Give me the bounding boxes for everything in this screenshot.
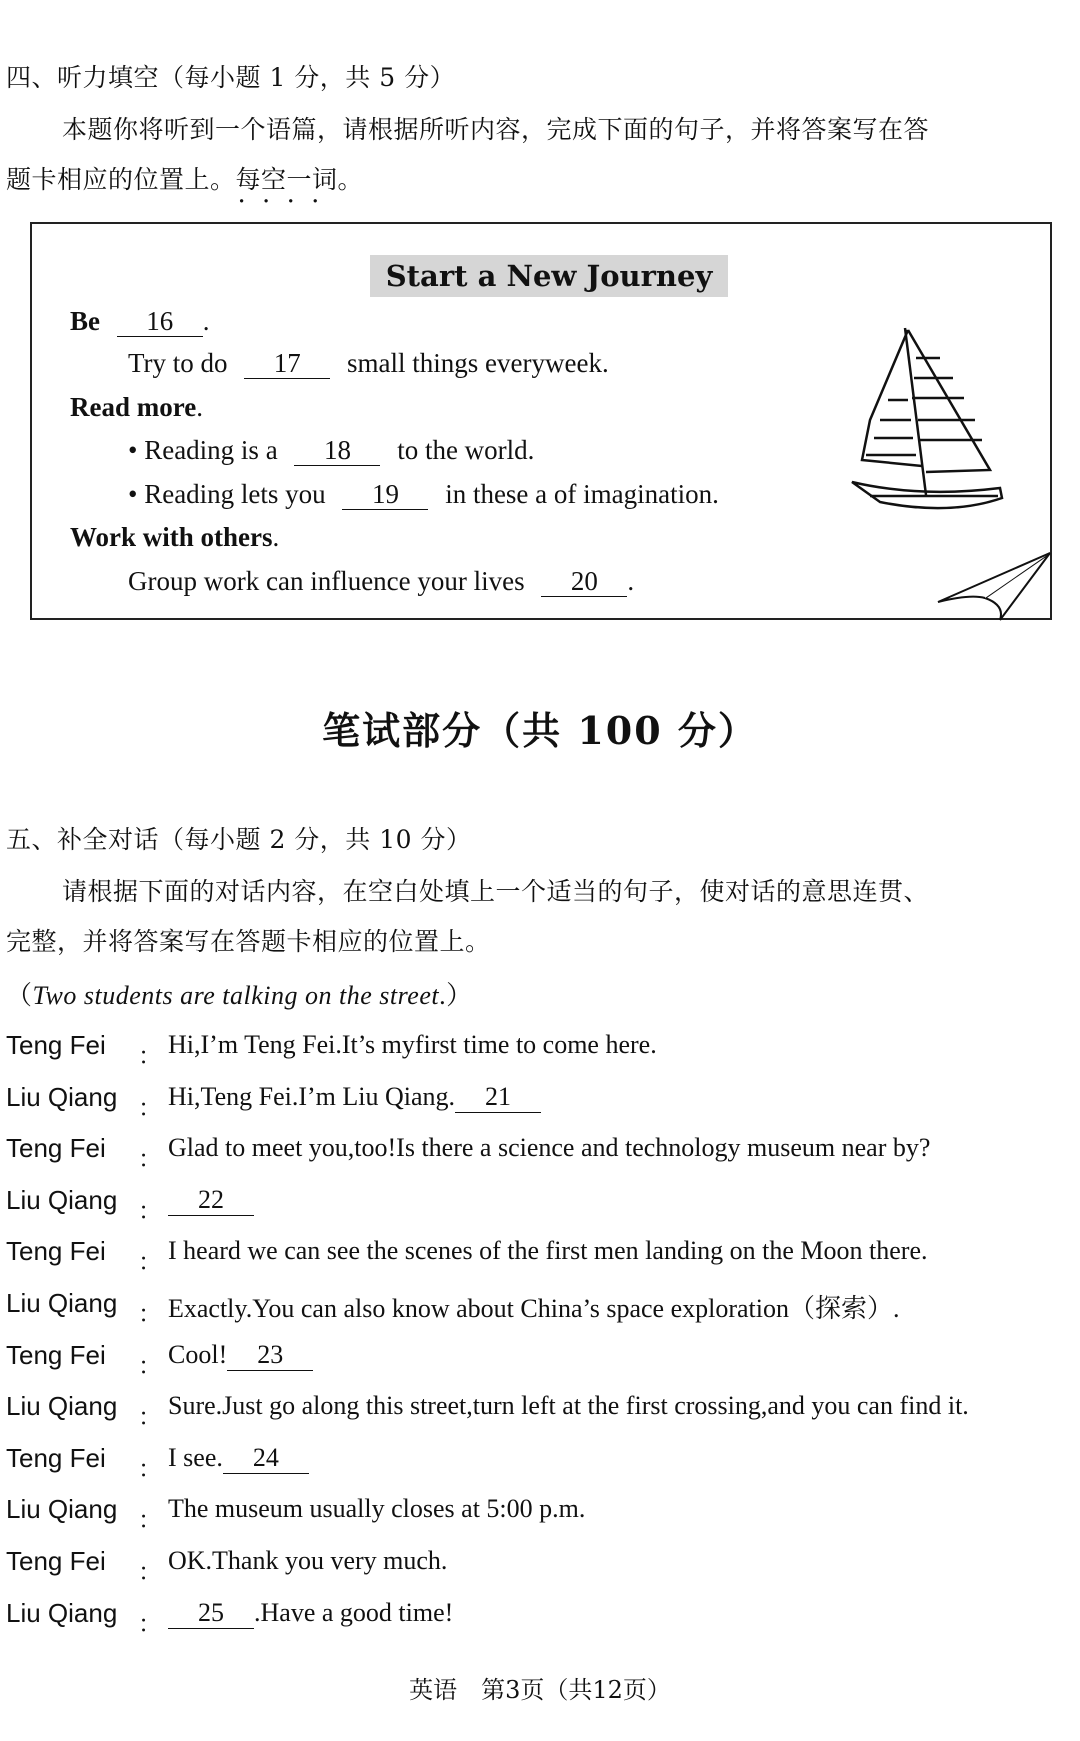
speaker-colon: ：	[138, 1094, 162, 1122]
section4-heading: 四、听力填空（每小题 1 分，共 5 分）	[6, 63, 456, 92]
speaker-name: Teng Fei	[6, 1443, 106, 1473]
instruction-text: 题卡相应的位置上。	[6, 165, 236, 194]
section4-instructions-line2	[6, 160, 363, 196]
answer-blank: 23	[227, 1340, 313, 1371]
answer-blank: 25	[168, 1598, 254, 1629]
blank-17: 17	[244, 348, 330, 379]
speaker-name: Teng Fei	[6, 1030, 106, 1060]
speaker-name: Teng Fei	[6, 1236, 106, 1266]
group-text-a: Group work can influence your lives	[128, 566, 525, 596]
utterance-text: Glad to meet you,too!Is there a science and technology museum near by?	[168, 1133, 931, 1162]
speaker-colon: ：	[138, 1248, 162, 1276]
speaker-name: Teng Fei	[6, 1546, 106, 1576]
box-title: Start a New Journey	[370, 255, 728, 297]
sailboat-icon	[850, 320, 1010, 520]
speaker-name: Teng Fei	[6, 1340, 106, 1370]
group-period: .	[627, 566, 635, 596]
utterance-text: Hi,Teng Fei.I’m Liu Qiang.	[168, 1082, 456, 1111]
utterance-text: The museum usually closes at 5:00 p.m.	[168, 1494, 586, 1523]
speaker-colon: ：	[138, 1300, 162, 1328]
section5-instructions-line1: 请根据下面的对话内容，在空白处填上一个适当的句子，使对话的意思连贯、	[62, 877, 930, 906]
speaker-colon: ：	[138, 1558, 162, 1586]
bullet2-text-a: • Reading lets you	[128, 479, 326, 509]
box-group-line	[128, 566, 634, 597]
utterance-text-after: .Have a good time!	[254, 1598, 454, 1627]
answer-blank: 24	[223, 1443, 309, 1474]
speaker-colon: ：	[138, 1042, 162, 1070]
bullet1-text-a: • Reading is a	[128, 435, 278, 465]
utterance	[168, 1598, 453, 1629]
speaker-colon: ：	[138, 1403, 162, 1431]
utterance	[168, 1185, 254, 1216]
box-bullet2	[128, 479, 719, 510]
work-label: Work with others	[70, 522, 273, 552]
section4-instructions-line1: 本题你将听到一个语篇，请根据所听内容，完成下面的句子，并将答案写在答	[62, 115, 930, 144]
read-more-label: Read more	[70, 392, 197, 422]
scene-note	[6, 975, 473, 1012]
speaker-name: Liu Qiang	[6, 1391, 118, 1421]
box-try-line	[128, 348, 609, 379]
read-more-period: .	[196, 392, 203, 422]
utterance	[168, 1340, 313, 1371]
page-footer: 英语 第3页（共12页）	[409, 1676, 671, 1704]
work-period: .	[272, 522, 280, 552]
be-period: .	[202, 306, 210, 336]
utterance-text: I see.	[168, 1443, 223, 1472]
speaker-name: Teng Fei	[6, 1133, 106, 1163]
utterance-text: Hi,I’m Teng Fei.It’s myfirst time to come here.	[168, 1030, 657, 1059]
answer-blank: 21	[455, 1082, 541, 1113]
blank-18: 18	[294, 435, 380, 466]
speaker-name: Liu Qiang	[6, 1082, 118, 1112]
page-curl-icon	[930, 550, 1055, 625]
scene-open: （	[6, 981, 33, 1010]
try-text-a: Try to do	[128, 348, 228, 378]
emphasized-text: 每空一词 · · · ·	[236, 165, 338, 194]
blank-16: 16	[117, 306, 203, 337]
utterance	[168, 1288, 900, 1325]
scene-text: Two students are talking on the street	[32, 981, 440, 1010]
speaker-name: Liu Qiang	[6, 1598, 118, 1628]
instruction-period: 。	[337, 165, 364, 194]
utterance	[168, 1030, 657, 1060]
speaker-colon: ：	[138, 1145, 162, 1173]
speaker-colon: ：	[138, 1506, 162, 1534]
written-part-title: 笔试部分（共 100 分）	[322, 708, 758, 753]
speaker-name: Liu Qiang	[6, 1494, 118, 1524]
utterance	[168, 1082, 541, 1113]
scene-close: .）	[439, 981, 473, 1010]
answer-blank: 22	[168, 1185, 254, 1216]
speaker-colon: ：	[138, 1455, 162, 1483]
blank-20: 20	[541, 566, 627, 597]
utterance-text: OK.Thank you very much.	[168, 1546, 448, 1575]
utterance	[168, 1133, 930, 1163]
utterance-text: Exactly.You can also know about China’s space exploration（探索）.	[168, 1294, 900, 1323]
utterance	[168, 1443, 309, 1474]
box-read-more-line	[70, 392, 203, 423]
utterance	[168, 1391, 969, 1421]
utterance	[168, 1236, 928, 1266]
bullet2-text-b: in these a of imagination.	[445, 479, 719, 509]
speaker-name: Liu Qiang	[6, 1288, 118, 1318]
utterance-text: I heard we can see the scenes of the first men landing on the Moon there.	[168, 1236, 928, 1265]
try-text-b: small things everyweek.	[347, 348, 609, 378]
bullet1-text-b: to the world.	[397, 435, 535, 465]
box-bullet1	[128, 435, 534, 466]
speaker-colon: ：	[138, 1352, 162, 1380]
speaker-colon: ：	[138, 1610, 162, 1638]
section5-instructions-line2: 完整，并将答案写在答题卡相应的位置上。	[6, 927, 491, 956]
utterance	[168, 1546, 447, 1576]
section5-heading: 五、补全对话（每小题 2 分，共 10 分）	[6, 825, 472, 854]
speaker-colon: ：	[138, 1197, 162, 1225]
utterance-text: Cool!	[168, 1340, 228, 1369]
utterance	[168, 1494, 585, 1524]
speaker-name: Liu Qiang	[6, 1185, 118, 1215]
box-work-line	[70, 522, 279, 553]
blank-19: 19	[342, 479, 428, 510]
utterance-text: Sure.Just go along this street,turn left at the first crossing,and you can find it.	[168, 1391, 969, 1420]
be-label: Be	[70, 306, 100, 336]
box-be-line	[70, 306, 210, 337]
